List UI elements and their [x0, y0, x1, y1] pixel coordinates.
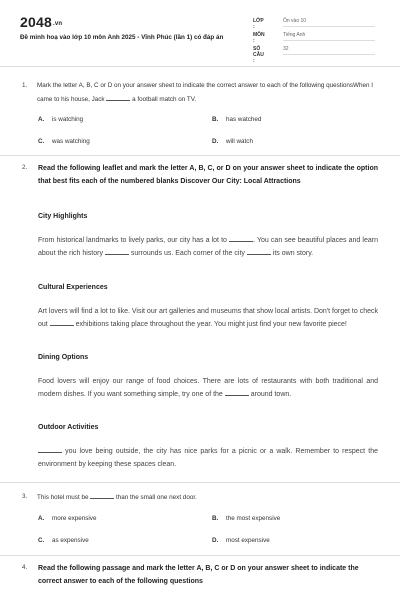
- leaflet-paragraph: [38, 445, 378, 471]
- site-logo[interactable]: [20, 14, 62, 30]
- question-text-part: a football match on TV.: [132, 95, 197, 103]
- divider: [0, 482, 400, 483]
- question-text: Read the following passage and mark the letter A, B, C or D on your answer sheet to indicate the correct answer to each of the following questions: [38, 565, 359, 585]
- option-text: will watch: [226, 138, 253, 145]
- option-letter: D.: [212, 138, 219, 145]
- answer-blank: [50, 318, 74, 326]
- option-b[interactable]: [212, 116, 261, 123]
- option-text: has watched: [226, 116, 262, 123]
- option-text: most expensive: [226, 537, 270, 544]
- answer-blank: [90, 491, 114, 499]
- option-letter: B.: [212, 116, 219, 123]
- question-number: 3.: [22, 493, 28, 500]
- document-title: Đề minh hoạ vào lớp 10 môn Anh 2025 - Vĩnh Phúc (lần 1) có đáp án: [20, 34, 224, 41]
- leaflet-paragraph: [38, 375, 378, 401]
- option-text: is watching: [52, 116, 84, 123]
- option-letter: B.: [212, 515, 219, 522]
- meta-subject-value: Tiếng Anh: [283, 32, 375, 41]
- section-heading: Outdoor Activities: [38, 424, 99, 431]
- option-c[interactable]: [38, 537, 89, 544]
- option-text: more expensive: [52, 515, 97, 522]
- logo-text: 2048: [20, 14, 52, 30]
- leaflet-paragraph: [38, 305, 378, 331]
- answer-blank: [105, 247, 129, 255]
- option-d[interactable]: [212, 537, 270, 544]
- question-text-part: Mark the letter A, B, C or D on your answer sheet to indicate the correct answer to each of the following questionsWhen I came to his house, Jack: [37, 82, 374, 103]
- question-text: [37, 491, 367, 505]
- meta-subject-label: MÔN :: [253, 32, 265, 44]
- option-a[interactable]: [38, 116, 83, 123]
- option-letter: D.: [212, 537, 219, 544]
- paragraph-text: . You can see beautiful places and learn about the rich history: [38, 237, 379, 257]
- question-number: 1.: [22, 82, 28, 89]
- option-text: the most expensive: [226, 515, 281, 522]
- paragraph-text: around town.: [250, 391, 292, 398]
- answer-blank: [229, 234, 253, 242]
- paragraph-text: exhibitions taking place throughout the year. You might just find your new favorite piece!: [75, 321, 347, 328]
- question-number: 2.: [22, 164, 28, 171]
- paragraph-text: surrounds us. Each corner of the city: [130, 250, 245, 257]
- question-text-part: This hotel must be: [37, 494, 89, 501]
- option-letter: A.: [38, 116, 45, 123]
- meta-class-value: Ôn vào 10: [283, 18, 375, 27]
- paragraph-text: Food lovers will enjoy our range of food choices. There are lots of restaurants with both traditional and modern dishes. If you want something simple, try one of the: [38, 378, 378, 398]
- option-letter: A.: [38, 515, 45, 522]
- meta-count-label: SỐ CÂU :: [253, 46, 264, 64]
- section-heading: Cultural Experiences: [38, 284, 108, 291]
- page-header: [0, 0, 400, 67]
- answer-blank: [38, 445, 62, 453]
- option-d[interactable]: [212, 138, 253, 145]
- option-letter: C.: [38, 537, 45, 544]
- leaflet-paragraph: [38, 234, 378, 260]
- question-text: [37, 80, 377, 106]
- option-b[interactable]: [212, 515, 280, 522]
- option-c[interactable]: [38, 138, 90, 145]
- section-heading: City Highlights: [38, 213, 88, 220]
- meta-count-value: 32: [283, 46, 375, 55]
- divider: [0, 155, 400, 156]
- answer-blank: [247, 247, 271, 255]
- paragraph-text: Art lovers will find a lot to like. Visit our art galleries and museums that show local artists. Don't forget to check out: [38, 308, 378, 328]
- question-text-part: than the small one next door.: [115, 494, 197, 501]
- meta-class-label: LỚP :: [253, 18, 264, 30]
- answer-blank: [106, 93, 130, 101]
- section-heading: Dining Options: [38, 354, 89, 361]
- paragraph-text: From historical landmarks to lively parks, our city has a lot to: [38, 237, 227, 244]
- option-text: was watching: [52, 138, 90, 145]
- option-letter: C.: [38, 138, 45, 145]
- question-text: Read the following leaflet and mark the letter A, B, C, or D on your answer sheet to indicate the option that best fits each of the numbered blanks Discover Our City: Local Attractions: [38, 165, 378, 185]
- paragraph-text: its own story.: [272, 250, 314, 257]
- paragraph-text: you love being outside, the city has nice parks for a picnic or a walk. Remember to respect the environment by keeping these spaces clean.: [38, 448, 378, 468]
- question-number: 4.: [22, 564, 28, 571]
- logo-suffix: .vn: [52, 21, 63, 27]
- answer-blank: [225, 388, 249, 396]
- option-text: as expensive: [52, 537, 89, 544]
- divider: [0, 555, 400, 556]
- option-a[interactable]: [38, 515, 96, 522]
